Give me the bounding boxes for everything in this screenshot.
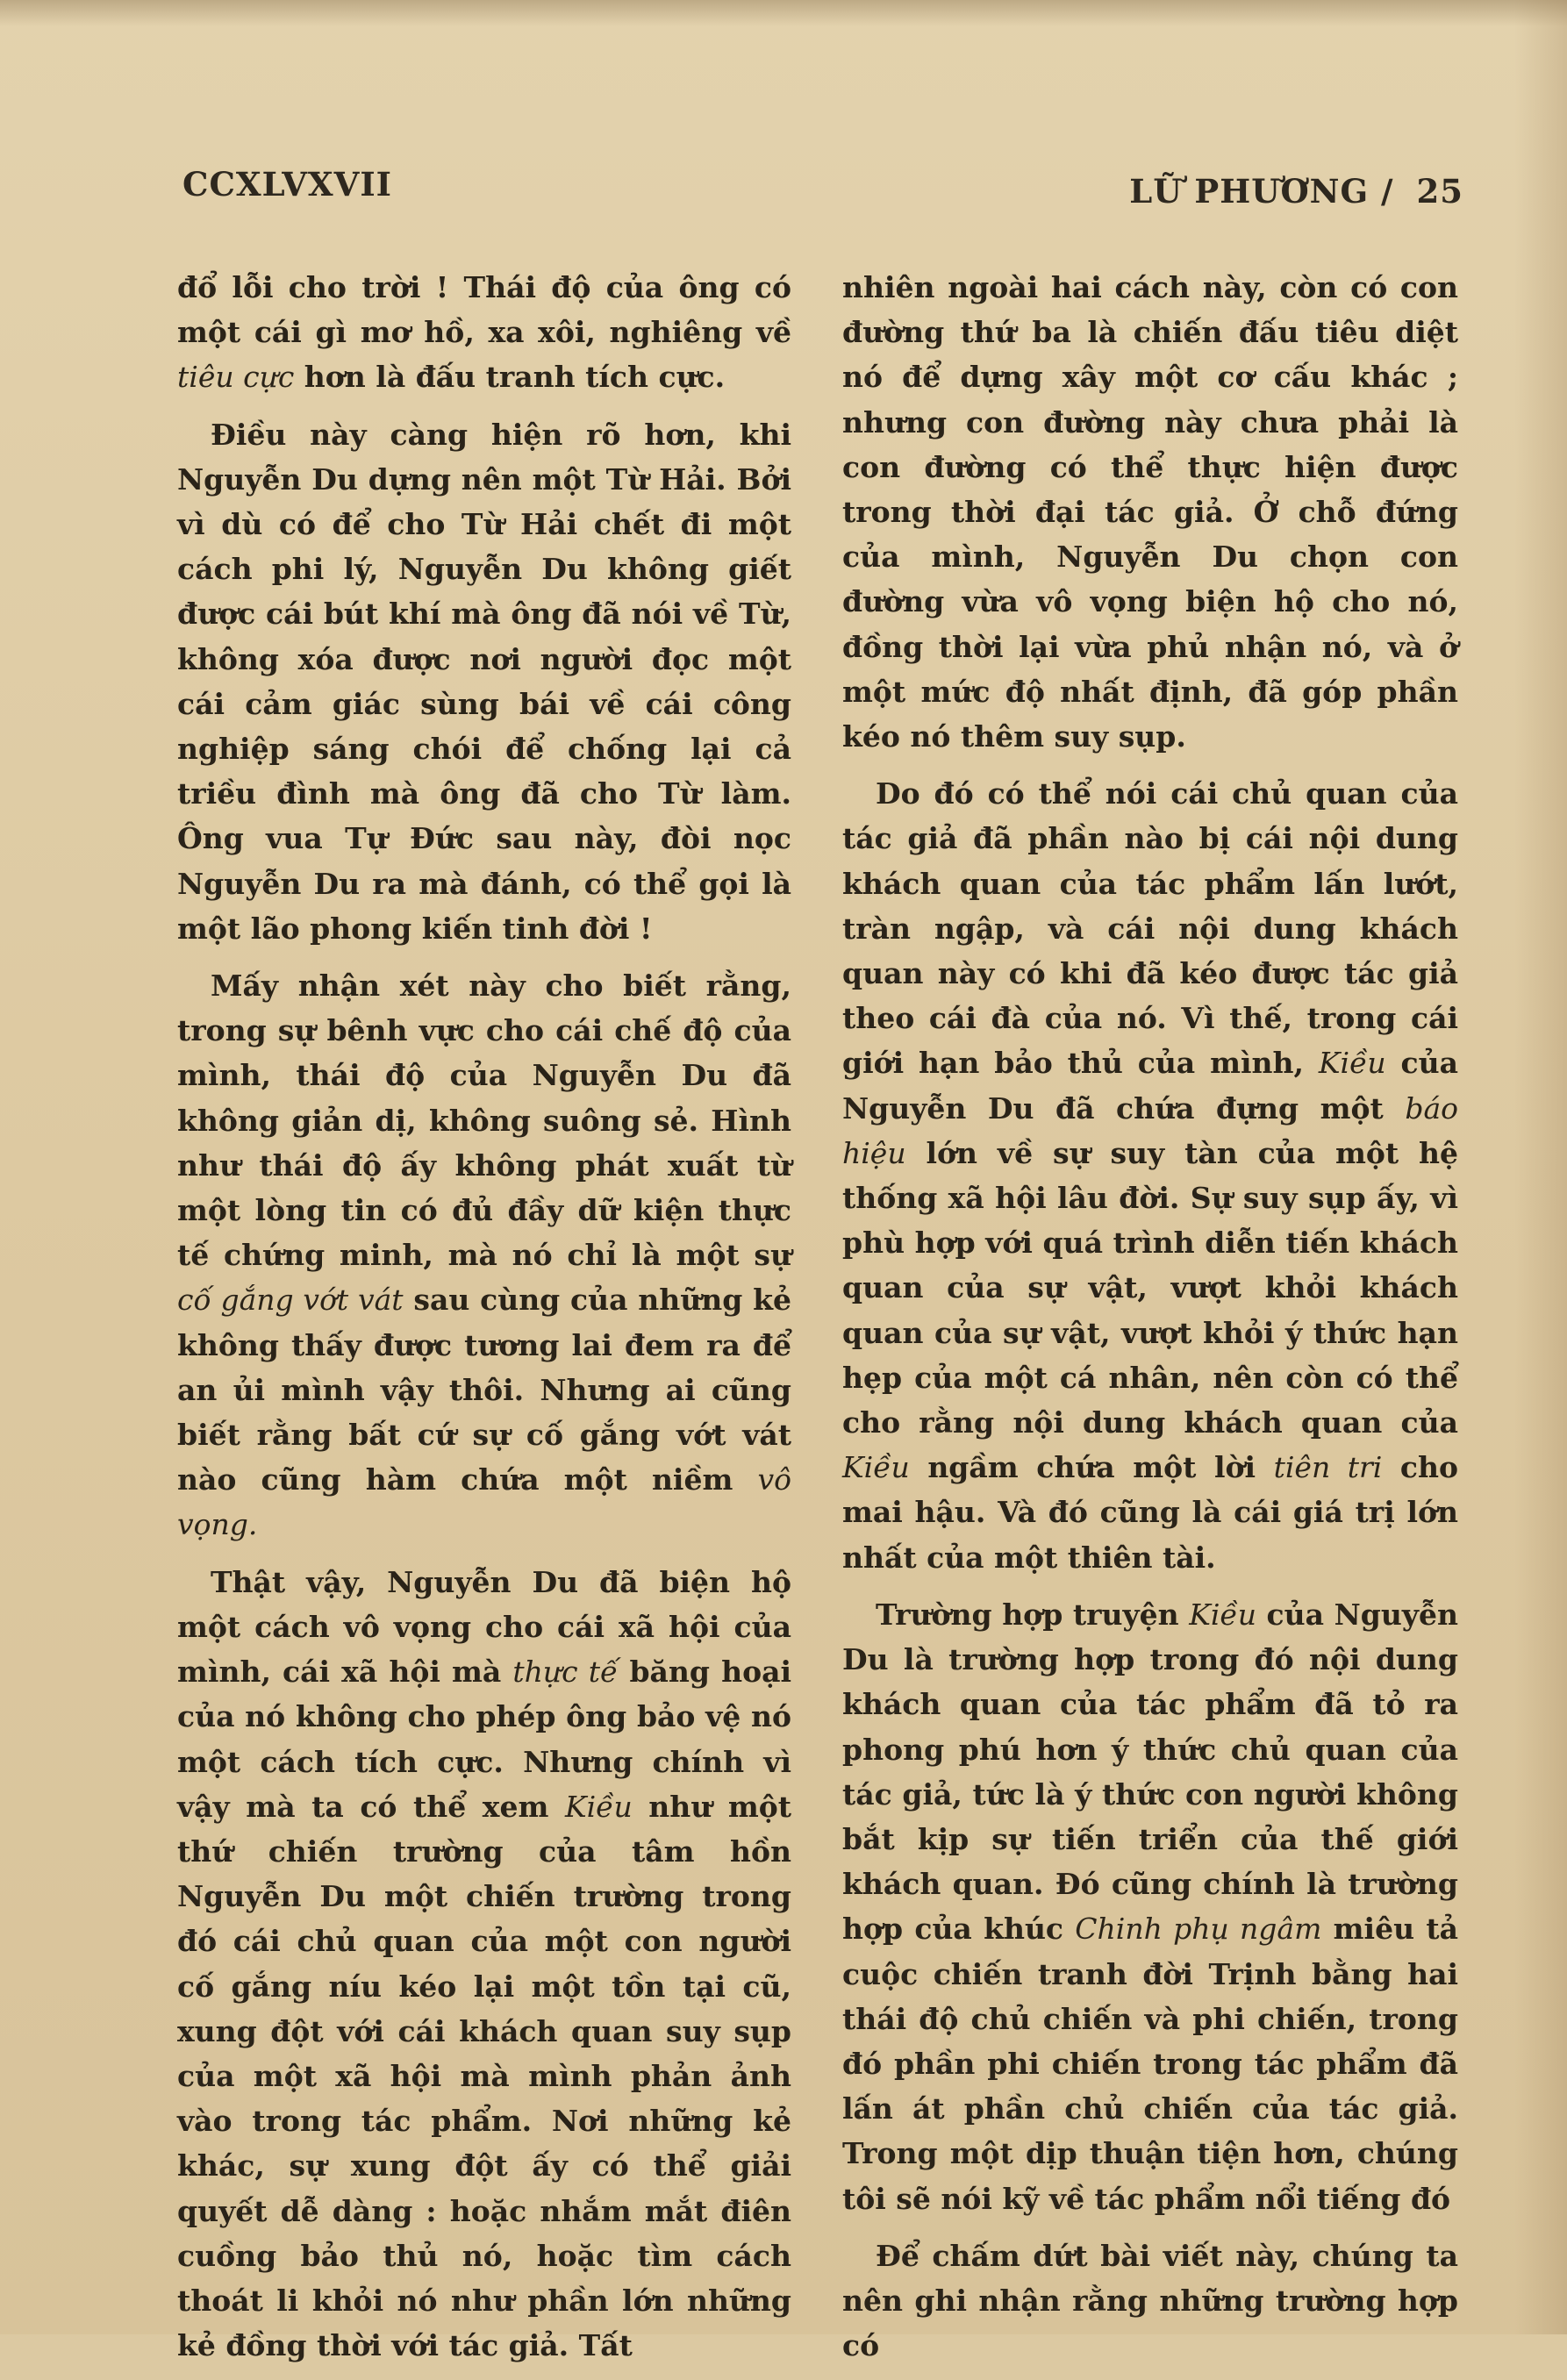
text-run: Thật vậy, Nguyễn Du đã biện hộ một cách vô vọng cho cái xã hội của mình, cái xã hội mà xyxy=(177,1564,791,1690)
text-run: Trường hợp truyện xyxy=(876,1597,1190,1632)
italic-text: tiên tri xyxy=(1273,1450,1383,1485)
text-run: cho mai hậu. Và đó cũng là cái giá trị lớn nhất của một thiên tài. xyxy=(842,1450,1458,1575)
text-run: băng hoại của nó không cho phép ông bảo vệ nó một cách tích cực. Nhưng chính vì vậy mà ta có thể xem xyxy=(177,1655,791,1824)
text-run: miêu tả cuộc chiến tranh đời Trịnh bằng hai thái độ chủ chiến và phi chiến, trong đó phần phi chiến trong tác phẩm đã lấn át phần chủ chiến của tác giả. Trong một dịp thuận tiện hơn, chúng tôi sẽ nói kỹ về tác phẩm nổi tiếng đó xyxy=(842,1912,1458,2216)
right-column xyxy=(842,265,1458,2380)
author-name: LỮ PHƯƠNG / xyxy=(1129,172,1394,211)
text-run: của Nguyễn Du đã chứa đựng một xyxy=(842,1046,1458,1126)
text-run: Để chấm dứt bài viết này, chúng ta nên ghi nhận rằng những trường hợp có xyxy=(842,2238,1458,2363)
italic-text: Kiều xyxy=(1189,1597,1256,1632)
italic-text: Kiều xyxy=(1318,1046,1386,1081)
paragraph xyxy=(177,412,791,951)
italic-text: vô vọng. xyxy=(177,1462,791,1542)
text-run: của Nguyễn Du là trường hợp trong đó nội dung khách quan của tác phẩm đã tỏ ra phong phú hơn ý thức chủ quan của tác giả, tức là ý thức con người không bắt kịp sự tiến triển của thế giới khách quan. Đó cũng chính là trường hợp của khúc xyxy=(842,1597,1458,1947)
header-left-code: CCXLVXVII xyxy=(182,165,392,204)
italic-text: thực tế xyxy=(512,1655,619,1690)
text-run: ngầm chứa một lời xyxy=(909,1450,1274,1485)
italic-text: Kiều xyxy=(842,1450,910,1485)
text-run: Mấy nhận xét này cho biết rằng, trong sự bênh vực cho cái chế độ của mình, thái độ của Nguyễn Du đã không giản dị, không suông sẻ. Hình như thái độ ấy không phát xuất từ một lòng tin có đủ đầy dữ kiện thực tế chứng minh, mà nó chỉ là một sự xyxy=(177,968,791,1273)
italic-text: cố gắng vớt vát xyxy=(177,1283,404,1318)
paragraph xyxy=(177,1560,791,2369)
paragraph xyxy=(842,265,1458,759)
text-run: đổ lỗi cho trời ! Thái độ của ông có một cái gì mơ hồ, xa xôi, nghiêng về xyxy=(177,270,791,350)
text-run: sau cùng của những kẻ không thấy được tương lai đem ra để an ủi mình vậy thôi. Nhưng ai cũng biết rằng bất cứ sự cố gắng vớt vát nào cũng hàm chứa một niềm xyxy=(177,1283,791,1497)
paragraph xyxy=(842,1592,1458,2221)
page-number: 25 xyxy=(1416,172,1463,211)
paragraph xyxy=(842,771,1458,1580)
italic-text: báo hiệu xyxy=(842,1090,1458,1170)
italic-text: Kiều xyxy=(564,1789,633,1824)
text-run: nhiên ngoài hai cách này, còn có con đường thứ ba là chiến đấu tiêu diệt nó để dựng xây một cơ cấu khác ; nhưng con đường này chưa phải là con đường có thể thực hiện được trong thời đại tác giả. Ở chỗ đứng của mình, Nguyễn Du chọn con đường vừa vô vọng biện hộ cho nó, đồng thời lại vừa phủ nhận nó, và ở một mức độ nhất định, đã góp phần kéo nó thêm suy sụp. xyxy=(842,270,1458,754)
italic-text: Chinh phụ ngâm xyxy=(1075,1912,1322,1947)
text-run: hơn là đấu tranh tích cực. xyxy=(294,360,726,395)
text-run: Điều này càng hiện rõ hơn, khi Nguyễn Du dựng nên một Từ Hải. Bởi vì dù có để cho Từ Hải chết đi một cách phi lý, Nguyễn Du không giết được cái bút khí mà ông đã nói về Từ, không xóa được nơi người đọc một cái cảm giác sùng bái về cái công nghiệp sáng chói để chống lại cả triều đình mà ông đã cho Từ làm. Ông vua Tự Đức sau này, đòi nọc Nguyễn Du ra mà đánh, có thể gọi là một lão phong kiến tinh đời ! xyxy=(177,417,791,946)
italic-text: tiêu cực xyxy=(177,360,295,395)
paragraph xyxy=(177,265,791,400)
text-run: như một thứ chiến trường của tâm hồn Nguyễn Du một chiến trường trong đó cái chủ quan của một con người cố gắng níu kéo lại một tồn tại cũ, xung đột với cái khách quan suy sụp của một xã hội mà mình phản ảnh vào trong tác phẩm. Nơi những kẻ khác, sự xung đột ấy có thể giải quyết dễ dàng : hoặc nhắm mắt điên cuồng bảo thủ nó, hoặc tìm cách thoát li khỏi nó như phần lớn những kẻ đồng thời với tác giả. Tất xyxy=(177,1789,791,2363)
text-run: lớn về sự suy tàn của một hệ thống xã hội lâu đời. Sự suy sụp ấy, vì phù hợp với quá trình diễn tiến khách quan của sự vật, vượt khỏi khách quan của sự vật, vượt khỏi ý thức hạn hẹp của một cá nhân, nên còn có thể cho rằng nội dung khách quan của xyxy=(842,1135,1458,1440)
paragraph xyxy=(177,963,791,1547)
paragraph xyxy=(842,2233,1458,2369)
text-run: Do đó có thể nói cái chủ quan của tác giả đã phần nào bị cái nội dung khách quan của tác phẩm lấn lướt, tràn ngập, và cái nội dung khách quan này có khi đã kéo được tác giả theo cái đà của nó. Vì thế, trong cái giới hạn bảo thủ của mình, xyxy=(842,776,1458,1081)
running-header xyxy=(1129,172,1463,211)
left-column xyxy=(177,265,791,2380)
